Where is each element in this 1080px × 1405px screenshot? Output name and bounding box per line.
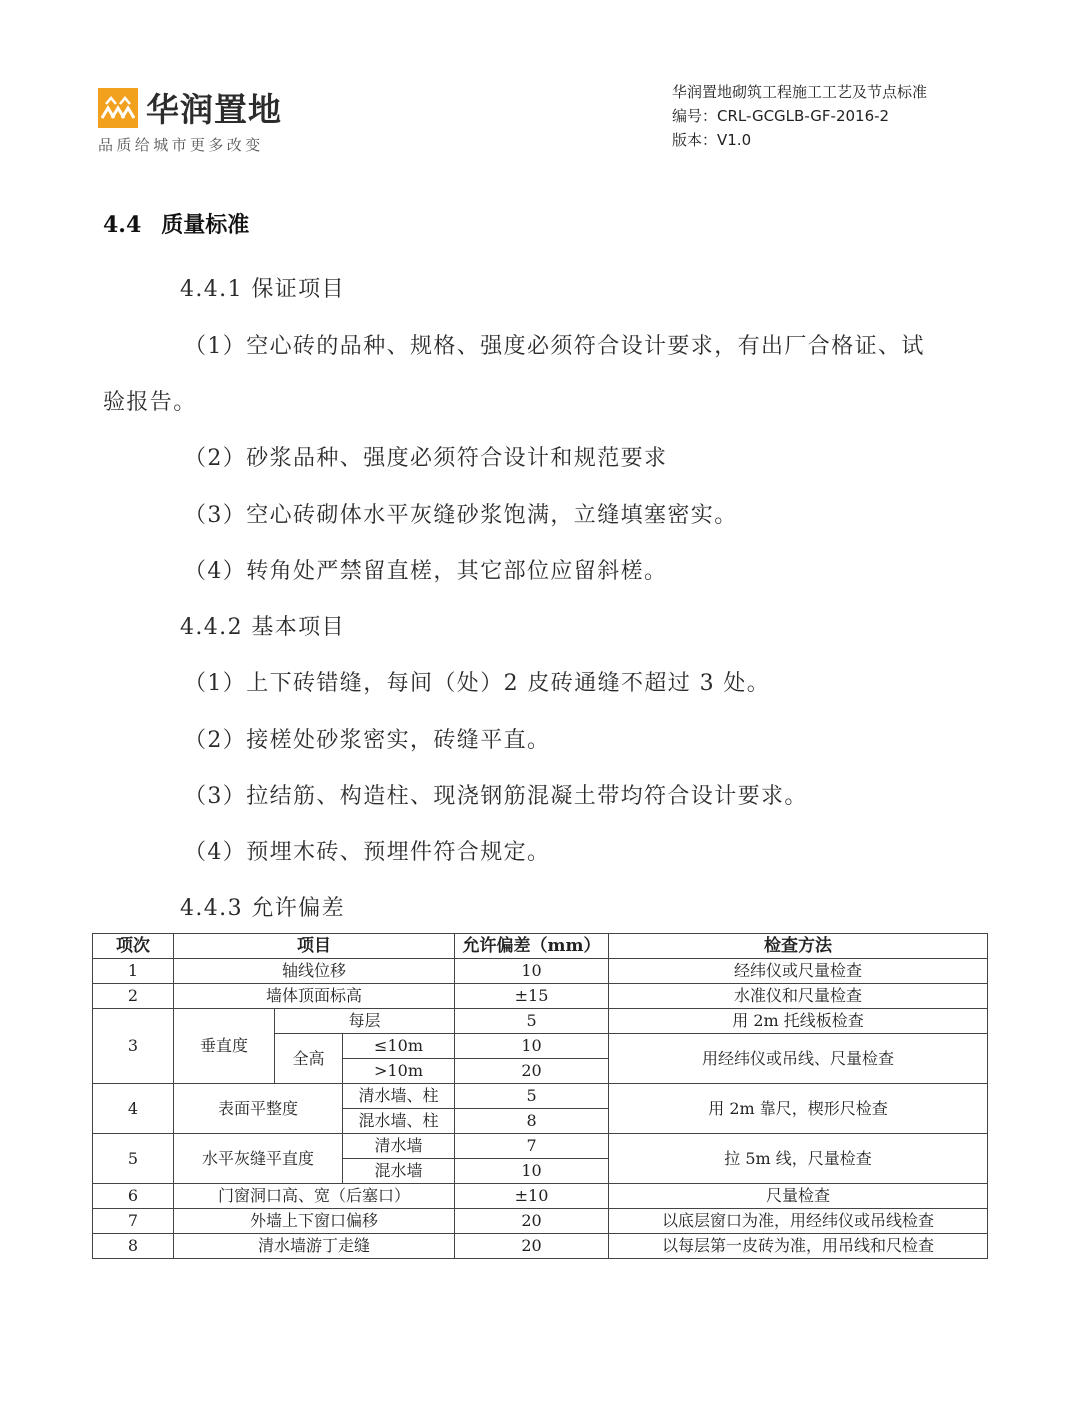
method-cell: 用 2m 托线板检查 — [609, 1009, 988, 1034]
table-row — [93, 1234, 988, 1259]
value-cell: 8 — [455, 1109, 609, 1134]
method-cell: 拉 5m 线，尺量检查 — [609, 1134, 988, 1184]
method-cell: 经纬仪或尺量检查 — [609, 959, 988, 984]
column-header: 检查方法 — [609, 934, 988, 959]
value-cell: 10 — [455, 1034, 609, 1059]
sub-item-cell: 清水墙、柱 — [343, 1084, 455, 1109]
basic-item: （2）接槎处砂浆密实，砖缝平直。 — [184, 728, 551, 753]
company-logo — [98, 84, 338, 164]
basic-item: （4）预埋木砖、预埋件符合规定。 — [184, 840, 551, 865]
row-number: 4 — [93, 1084, 174, 1134]
value-cell: 20 — [455, 1209, 609, 1234]
document-info — [672, 80, 927, 152]
item-cell: 垂直度 — [174, 1009, 275, 1084]
value-cell: 5 — [455, 1009, 609, 1034]
value-cell: 10 — [455, 959, 609, 984]
sub-item-cell: ≤10m — [343, 1034, 455, 1059]
guarantee-item: （1）空心砖的品种、规格、强度必须符合设计要求，有出厂合格证、试 — [184, 334, 925, 359]
table-row — [93, 1209, 988, 1234]
table-row — [93, 1134, 988, 1159]
guarantee-item-continued: 验报告。 — [103, 390, 197, 415]
row-number: 5 — [93, 1134, 174, 1184]
row-number: 3 — [93, 1009, 174, 1084]
value-cell: ±15 — [455, 984, 609, 1009]
value-cell: 20 — [455, 1059, 609, 1084]
document-title: 华润置地砌筑工程施工工艺及节点标准 — [672, 83, 928, 101]
item-cell: 门窗洞口高、宽（后塞口） — [174, 1184, 455, 1209]
logo-mark-icon — [98, 88, 138, 128]
basic-item: （3）拉结筋、构造柱、现浇钢筋混凝土带均符合设计要求。 — [184, 784, 808, 809]
row-number: 7 — [93, 1209, 174, 1234]
value-cell: 20 — [455, 1234, 609, 1259]
method-cell: 尺量检查 — [609, 1184, 988, 1209]
guarantee-item: （3）空心砖砌体水平灰缝砂浆饱满，立缝填塞密实。 — [184, 503, 738, 528]
method-cell: 以底层窗口为准，用经纬仪或吊线检查 — [609, 1209, 988, 1234]
basic-heading: 4.4.2 基本项目 — [180, 615, 345, 640]
row-number: 8 — [93, 1234, 174, 1259]
method-cell: 水准仪和尺量检查 — [609, 984, 988, 1009]
guarantee-heading: 4.4.1 保证项目 — [180, 277, 345, 302]
item-cell: 清水墙游丁走缝 — [174, 1234, 455, 1259]
logo-slogan: 品质给城市更多改变 — [98, 136, 264, 154]
value-cell: 5 — [455, 1084, 609, 1109]
column-header: 项目 — [174, 934, 455, 959]
table-header-row — [93, 934, 988, 959]
guarantee-item: （4）转角处严禁留直槎，其它部位应留斜槎。 — [184, 559, 668, 584]
method-cell: 用经纬仪或吊线、尺量检查 — [609, 1034, 988, 1084]
row-number: 2 — [93, 984, 174, 1009]
item-cell: 墙体顶面标高 — [174, 984, 455, 1009]
column-header: 允许偏差（mm） — [455, 934, 609, 959]
item-cell: 轴线位移 — [174, 959, 455, 984]
document-number: 编号：CRL-GCGLB-GF-2016-2 — [672, 107, 890, 125]
item-cell: 表面平整度 — [174, 1084, 343, 1134]
guarantee-item: （2）砂浆品种、强度必须符合设计和规范要求 — [184, 446, 668, 471]
logo-name: 华润置地 — [146, 90, 282, 129]
table-row — [93, 1084, 988, 1109]
sub-item-cell: 混水墙、柱 — [343, 1109, 455, 1134]
sub-item-cell: 混水墙 — [343, 1159, 455, 1184]
table-row — [93, 959, 988, 984]
row-number: 1 — [93, 959, 174, 984]
method-cell: 以每层第一皮砖为准，用吊线和尺检查 — [609, 1234, 988, 1259]
sub-item-cell: 每层 — [275, 1009, 455, 1034]
value-cell: 7 — [455, 1134, 609, 1159]
basic-item: （1）上下砖错缝，每间（处）2 皮砖通缝不超过 3 处。 — [184, 671, 771, 696]
section-title-text: 质量标准 — [161, 212, 250, 238]
sub-item-cell: 清水墙 — [343, 1134, 455, 1159]
section-number: 4.4 — [103, 212, 142, 238]
value-cell: 10 — [455, 1159, 609, 1184]
column-header: 项次 — [93, 934, 174, 959]
sub-item-cell: 全高 — [275, 1034, 343, 1084]
table-row — [93, 984, 988, 1009]
table-row — [93, 1184, 988, 1209]
sub-item-cell: >10m — [343, 1059, 455, 1084]
item-cell: 外墙上下窗口偏移 — [174, 1209, 455, 1234]
item-cell: 水平灰缝平直度 — [174, 1134, 343, 1184]
method-cell: 用 2m 靠尺，楔形尺检查 — [609, 1084, 988, 1134]
section-title — [103, 208, 249, 239]
value-cell: ±10 — [455, 1184, 609, 1209]
table-row — [93, 1009, 988, 1034]
document-version: 版本：V1.0 — [672, 131, 752, 149]
row-number: 6 — [93, 1184, 174, 1209]
deviation-heading: 4.4.3 允许偏差 — [180, 896, 345, 921]
deviation-table — [92, 933, 988, 1259]
